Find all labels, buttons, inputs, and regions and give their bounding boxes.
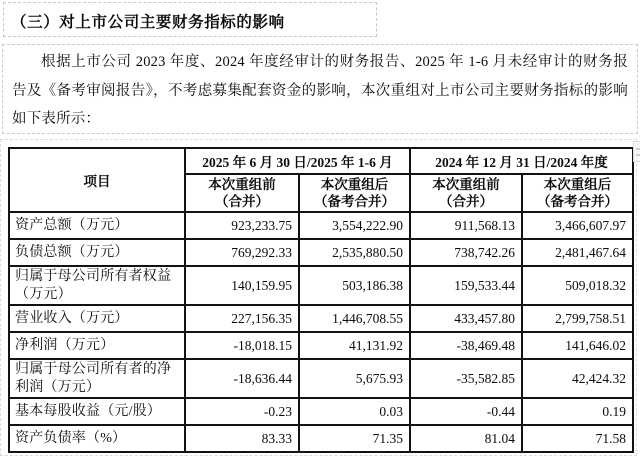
table-cell: -0.23 [185, 398, 299, 425]
table-cell: 3,554,222.90 [299, 212, 410, 239]
table-row-total-assets [9, 212, 633, 239]
table-cell: 769,292.33 [185, 239, 299, 266]
row-label: 归属于母公司所有者的净利润（万元） [9, 359, 185, 398]
table-cell: -18,018.15 [185, 332, 299, 359]
col-subheader-2025-before [185, 174, 299, 212]
table-cell: 0.03 [299, 398, 410, 425]
table-cell: 0.19 [522, 398, 633, 425]
row-label: 净利润（万元） [9, 332, 185, 359]
table-cell: 738,742.26 [410, 239, 522, 266]
intro-paragraph: 根据上市公司 2023 年度、2024 年度经审计的财务报告、2025 年 1-6 月未经审计的财务报告及《备考审阅报告》，不考虑募集配套资金的影响，本次重组对上市公司主要财务指标的影响如下表所示： [12, 54, 628, 127]
table-row-operating-revenue [9, 305, 633, 332]
col-subheader-2025-after [299, 174, 410, 212]
table-row-debt-ratio [9, 425, 633, 452]
row-label: 负债总额（万元） [9, 239, 185, 266]
table-cell: 911,568.13 [410, 212, 522, 239]
table-cell: 503,186.38 [299, 266, 410, 305]
subheader-line: 本次重组后 [320, 177, 389, 192]
table-row-parent-net-profit [9, 359, 633, 398]
table-cell: -18,636.44 [185, 359, 299, 398]
col-group-2024: 2024 年 12 月 31 日/2024 年度 [410, 148, 633, 174]
table-row-parent-equity [9, 266, 633, 305]
subheader-line: （合并） [439, 194, 493, 209]
table-cell: 159,533.44 [410, 266, 522, 305]
table-cell: 227,156.35 [185, 305, 299, 332]
subheader-line: 本次重组后 [543, 177, 612, 192]
subheader-line: （备考合并） [314, 194, 395, 209]
table-cell: 71.35 [299, 425, 410, 452]
table-cell: 923,233.75 [185, 212, 299, 239]
table-cell: 140,159.95 [185, 266, 299, 305]
col-subheader-2024-after [522, 174, 633, 212]
table-cell: 42,424.32 [522, 359, 633, 398]
table-cell: -35,582.85 [410, 359, 522, 398]
table-cell: 141,646.02 [522, 332, 633, 359]
table-cell: 2,481,467.64 [522, 239, 633, 266]
row-label: 基本每股收益（元/股） [9, 398, 185, 425]
row-label: 营业收入（万元） [9, 305, 185, 332]
section-heading-box [3, 2, 377, 37]
page-edge-artifact [633, 141, 640, 162]
subheader-line: 本次重组前 [208, 177, 276, 192]
table-cell: 3,466,607.97 [522, 212, 633, 239]
subheader-line: 本次重组前 [432, 177, 500, 192]
table-cell: 5,675.93 [299, 359, 410, 398]
row-label: 资产负债率（%） [9, 425, 185, 452]
table-cell: 433,457.80 [410, 305, 522, 332]
col-group-2025: 2025 年 6 月 30 日/2025 年 1-6 月 [185, 148, 410, 174]
subheader-line: （合并） [215, 194, 269, 209]
financial-indicators-table [8, 147, 634, 453]
table-row-basic-eps [9, 398, 633, 425]
row-label: 归属于母公司所有者权益（万元） [9, 266, 185, 305]
header-group-row [9, 148, 633, 174]
col-header-item: 项目 [9, 148, 185, 212]
table-row-total-liabilities [9, 239, 633, 266]
table-row-net-profit [9, 332, 633, 359]
table-cell: 509,018.32 [522, 266, 633, 305]
table-cell: 2,535,880.50 [299, 239, 410, 266]
section-heading: （三）对上市公司主要财务指标的影响 [11, 14, 285, 31]
table-cell: 2,799,758.51 [522, 305, 633, 332]
row-label: 资产总额（万元） [9, 212, 185, 239]
table-cell: -38,469.48 [410, 332, 522, 359]
table-cell: -0.44 [410, 398, 522, 425]
table-cell: 41,131.92 [299, 332, 410, 359]
intro-paragraph-box [2, 44, 638, 134]
table-cell: 81.04 [410, 425, 522, 452]
col-subheader-2024-before [410, 174, 522, 212]
table-cell: 83.33 [185, 425, 299, 452]
subheader-line: （备考合并） [537, 194, 618, 209]
table-cell: 71.58 [522, 425, 633, 452]
table-cell: 1,446,708.55 [299, 305, 410, 332]
